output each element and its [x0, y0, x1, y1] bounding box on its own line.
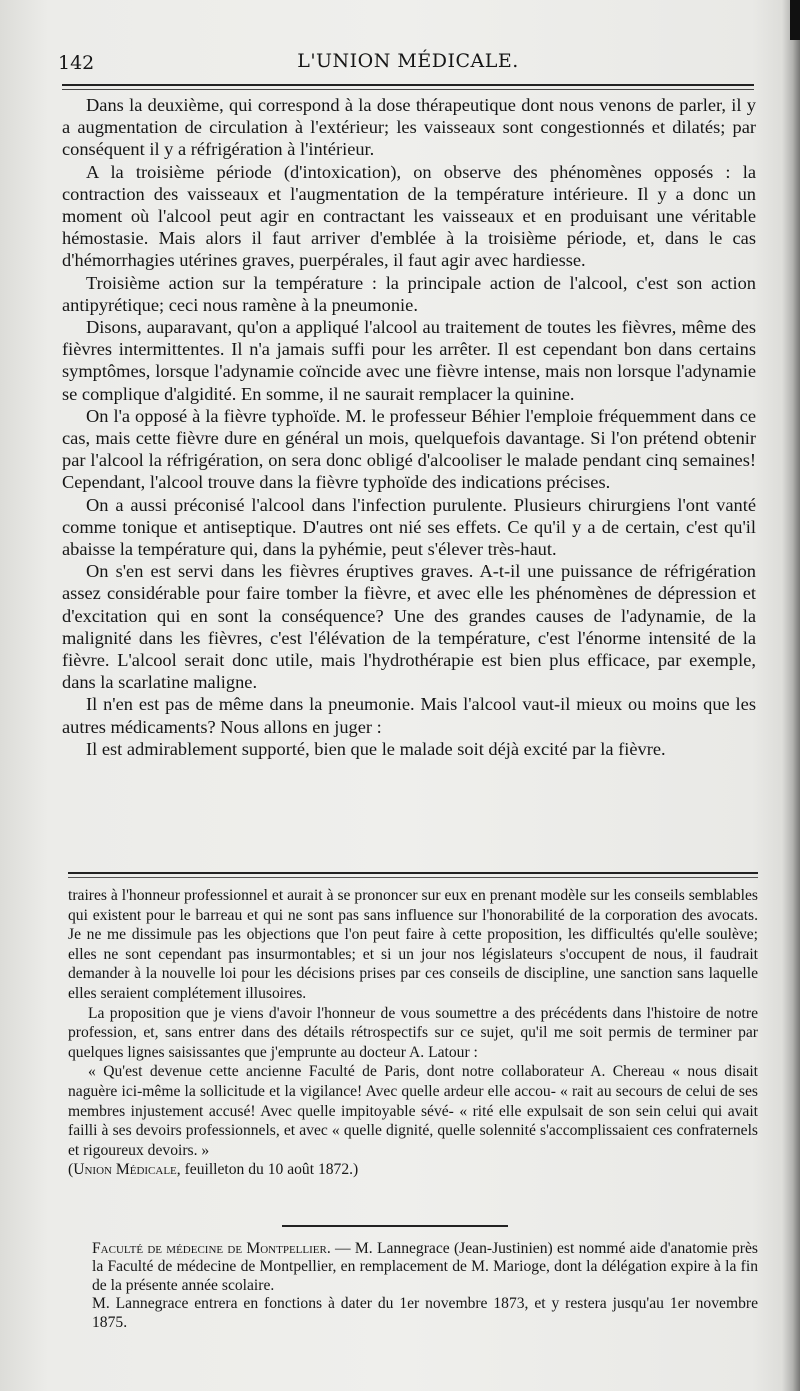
- article-paragraph: On s'en est servi dans les fièvres éruptives graves. A-t-il une puissance de réfrigération assez considérable pour faire tomber la fièvre, et avec elle les phénomènes de dépression et d'excitation qui en sont la conséquence? Une des grandes causes de l'adynamie, de la malignité dans les fièvres, c'est l'élévation de la température, c'est l'énorme intensité de la fièvre. L'alcool serait donc utile, mais l'hydrothérapie est bien plus efficace, par exemple, dans la scarlatine maligne.: [62, 561, 756, 693]
- citation: (Union Médicale, feuilleton du 10 août 1872.): [68, 1161, 359, 1179]
- quote-text: « Qu'est devenue cette ancienne Faculté de Paris, dont notre collaborateur A. Chereau « nous disait naguère ici-même la sollicitude et la vigilance! Avec quelle ardeur elle accou- « rait au secours de celui de ses membres injustement accusé! Avec quelle impitoyable sévé- « rité elle expulsait de son sein celui qui avait failli à ses devoirs professionnels, et avec « quelle dignité, quelle solennité s'accomplissaient ces confraternels et rigoureux devoirs. »: [68, 1063, 758, 1159]
- feuilleton-section: [68, 886, 758, 1180]
- quoted-passage: [68, 1062, 758, 1160]
- article-paragraph: On l'a opposé à la fièvre typhoïde. M. le professeur Béhier l'emploie fréquemment dans ce cas, mais cette fièvre dure en général un mois, quelquefois davantage. Si l'on prétend obtenir par l'alcool la réfrigération, on sera donc obligé d'alcooliser le malade pendant cinq semaines! Cependant, l'alcool trouve dans la fièvre typhoïde des indications précises.: [62, 405, 756, 493]
- header-rule: [62, 84, 754, 86]
- article-paragraph: Il est admirablement supporté, bien que le malade soit déjà excité par la fièvre.: [86, 738, 666, 759]
- article-paragraph: Dans la deuxième, qui correspond à la dose thérapeutique dont nous venons de parler, il y a augmentation de circulation à l'extérieur; les vaisseaux sont congestionnés et dilatés; par conséquent il y a réfrigération à l'intérieur.: [62, 95, 756, 160]
- feuilleton-paragraph: La proposition que je viens d'avoir l'honneur de vous soumettre a des précédents dans l'histoire de notre profession, et, sans entrer dans des détails rétrospectifs sur ce sujet, qu'il me soit permis de terminer par quelques lignes saisissantes que j'emprunte au docteur A. Latour :: [68, 1004, 758, 1061]
- running-title: L'UNION MÉDICALE.: [297, 50, 519, 72]
- article-paragraph: A la troisième période (d'intoxication), on observe des phénomènes opposés : la contraction des vaisseaux et l'augmentation de la température intérieure. Il y a donc un moment où l'alcool peut agir en contractant les vaisseaux et en produisant une véritable hémostasie. Mais alors il faut arriver d'emblée à la troisième période, et, dans le cas d'hémorrhagies utérines graves, puerpérales, il faut agir avec hardiesse.: [62, 161, 756, 271]
- article-body: [62, 94, 756, 760]
- faculty-notice: [92, 1240, 758, 1332]
- page-number: 142: [58, 52, 95, 74]
- page-corner-binding: [790, 0, 800, 40]
- feuilleton-paragraph: traires à l'honneur professionnel et aurait à se prononcer sur eux en prenant modèle sur les conseils semblables qui existent pour le barreau et qui ne sont pas sans influence sur l'honorabilité de la corporation des avocats. Je ne me dissimule pas les objections que l'on peut faire à cette proposition, les difficultés qu'elle soulève; elles ne sont cependant pas insurmontables; et si un jour nos législateurs s'occupent de nous, il faudrait demander à la nouvelle loi pour les décisions prises par ces conseils de discipline, une sanction sans laquelle elles seraient complétement illusoires.: [68, 887, 758, 1002]
- faculty-notice-text: — M. Lannegrace (Jean-Justinien) est nommé aide d'anatomie près la Faculté de médecine de Montpellier, en remplacement de M. Marioge, dont la délégation expire à la fin de la présente année scolaire.: [92, 1240, 758, 1294]
- faculty-notice-heading: Faculté de médecine de Montpellier.: [92, 1240, 331, 1257]
- feuilleton-separator-thin: [68, 877, 758, 878]
- section-divider: [282, 1225, 508, 1227]
- page-header: [58, 50, 758, 80]
- citation-source: Union Médicale: [73, 1161, 177, 1179]
- faculty-notice-paragraph: [92, 1240, 758, 1295]
- article-paragraph: Troisième action sur la température : la principale action de l'alcool, c'est son action antipyrétique; ceci nous ramène à la pneumonie.: [62, 272, 756, 315]
- book-spine-shadow: [782, 0, 800, 1391]
- citation-detail: , feuilleton du 10 août 1872.): [176, 1161, 359, 1179]
- header-rule-thin: [62, 89, 754, 90]
- article-paragraph: Disons, auparavant, qu'on a appliqué l'alcool au traitement de toutes les fièvres, même des fièvres intermittentes. Il n'a jamais suffi pour les arrêter. Il est cependant bon dans certains symptômes, lorsque l'adynamie coïncide avec une fièvre intense, mais non lorsque l'adynamie se complique d'algidité. En somme, il ne saurait remplacer la quinine.: [62, 317, 756, 404]
- article-paragraph: On a aussi préconisé l'alcool dans l'infection purulente. Plusieurs chirurgiens l'ont vanté comme tonique et antiseptique. D'autres ont nié ses effets. Ce qu'il y a de certain, c'est qu'il abaisse la température qui, dans la pyhémie, peut s'élever très-haut.: [62, 494, 756, 560]
- feuilleton-separator: [68, 872, 758, 874]
- article-paragraph: Il n'en est pas de même dans la pneumonie. Mais l'alcool vaut-il mieux ou moins que les autres médicaments? Nous allons en juger :: [62, 694, 756, 737]
- faculty-notice-paragraph: M. Lannegrace entrera en fonctions à dater du 1er novembre 1873, et y restera jusqu'au 1er novembre 1875.: [92, 1295, 758, 1331]
